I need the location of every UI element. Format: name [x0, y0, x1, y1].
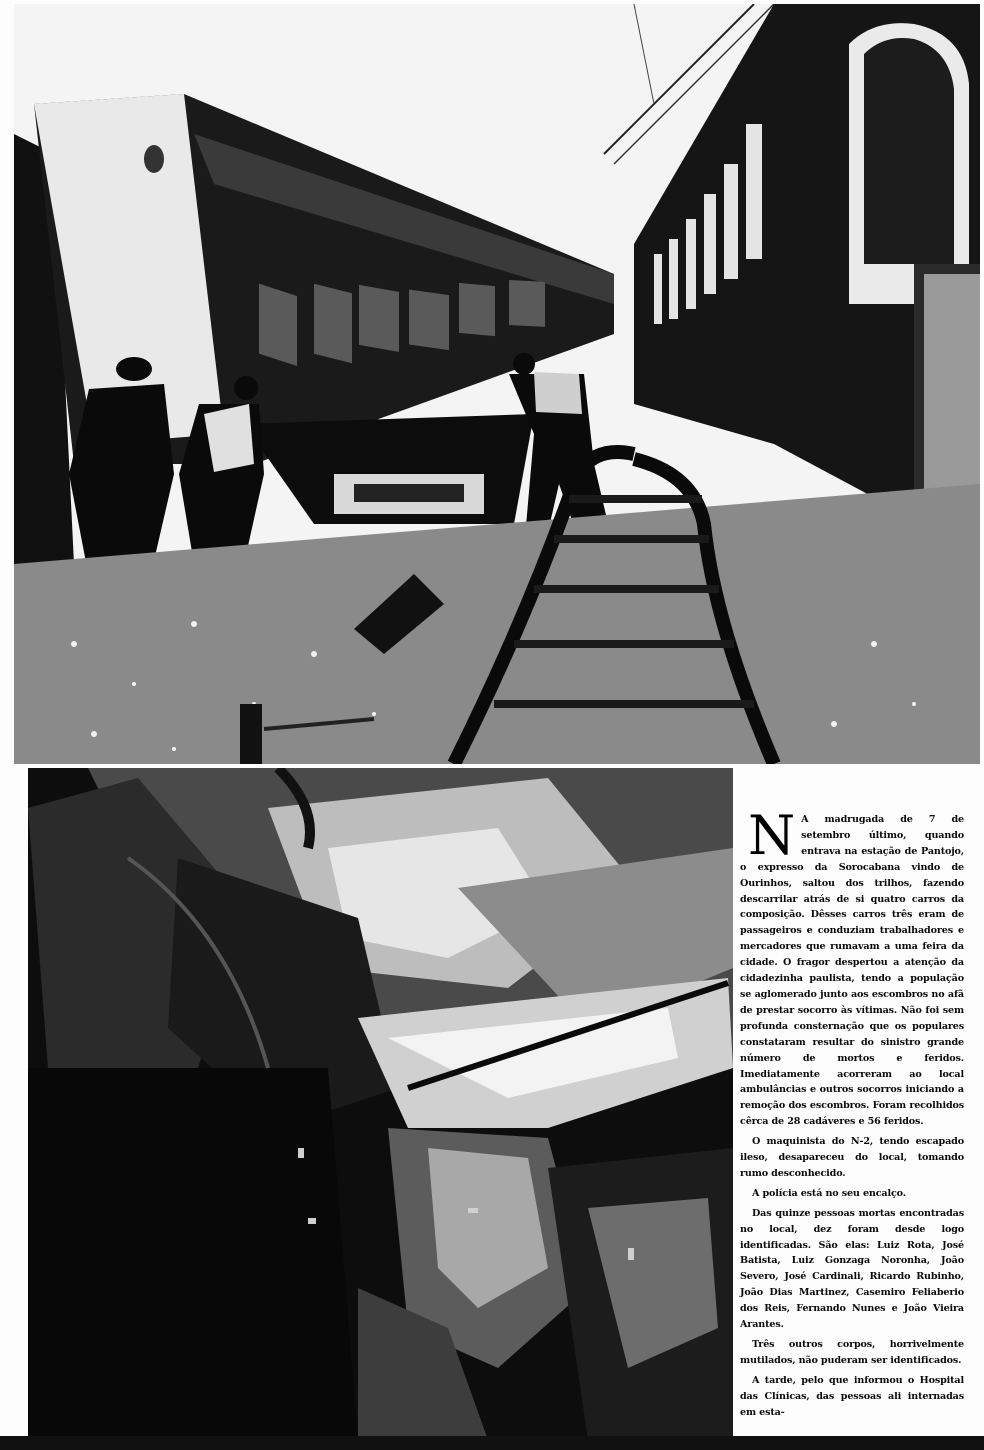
article-paragraph-4: Das quinze pessoas mortas encontradas no local, dez foram desde logo identificadas. São elas: Luiz Rota, José Batista, Luiz Gonzaga Noronha, João Severo, José Cardinali, Ricardo Rubinho, João Dias Martinez, Casemiro Feliaberio dos Reis, Fernando Nunes e João Vieira Arantes.: [740, 1207, 964, 1331]
article-paragraph-6: A tarde, pelo que informou o Hospital das Clínicas, das pessoas ali internadas em esta-: [740, 1374, 964, 1418]
article-text-column: [740, 804, 964, 1425]
drop-cap: N: [748, 804, 796, 867]
article-paragraph-3: A polícia está no seu encalço.: [752, 1187, 906, 1199]
derailed-train-cars-image: [14, 4, 980, 764]
article-paragraph-2: O maquinista do N-2, tendo escapado ileso, desapareceu do local, tomando rumo desconhecido.: [740, 1136, 964, 1179]
article-lead-paragraph: [740, 804, 964, 1130]
derailed-train-cars-photo: [14, 4, 980, 764]
page-bottom-edge: [0, 1436, 984, 1450]
wreckage-closeup-image: [28, 768, 733, 1440]
article-paragraph-5: Três outros corpos, horrivelmente mutilados, não puderam ser identificados.: [740, 1339, 964, 1366]
article-paragraph-1: A madrugada de 7 de setembro último, quando entrava na estação de Pantojo, o expresso da Sorocabana vindo de Ourinhos, saltou dos trilhos, fazendo descarrilar atrás de si quatro carros da composição. Dêsses carros três eram de passageiros e conduziam trabalhadores e mercadores que rumavam a uma feira da cidade. O fragor despertou a atenção da cidadezinha paulista, tendo a população se aglomerado junto aos escombros no afã de prestar socorro às vítimas. Não foi sem profunda consternação que os populares constataram resultar do sinistro grande número de mortos e feridos. Imediatamente acorreram ao local ambulâncias e outros socorros iniciando a remoção dos escombros. Foram recolhidos cêrca de 28 cadáveres e 56 feridos.: [740, 814, 964, 1128]
wreckage-closeup-photo: [28, 768, 733, 1440]
